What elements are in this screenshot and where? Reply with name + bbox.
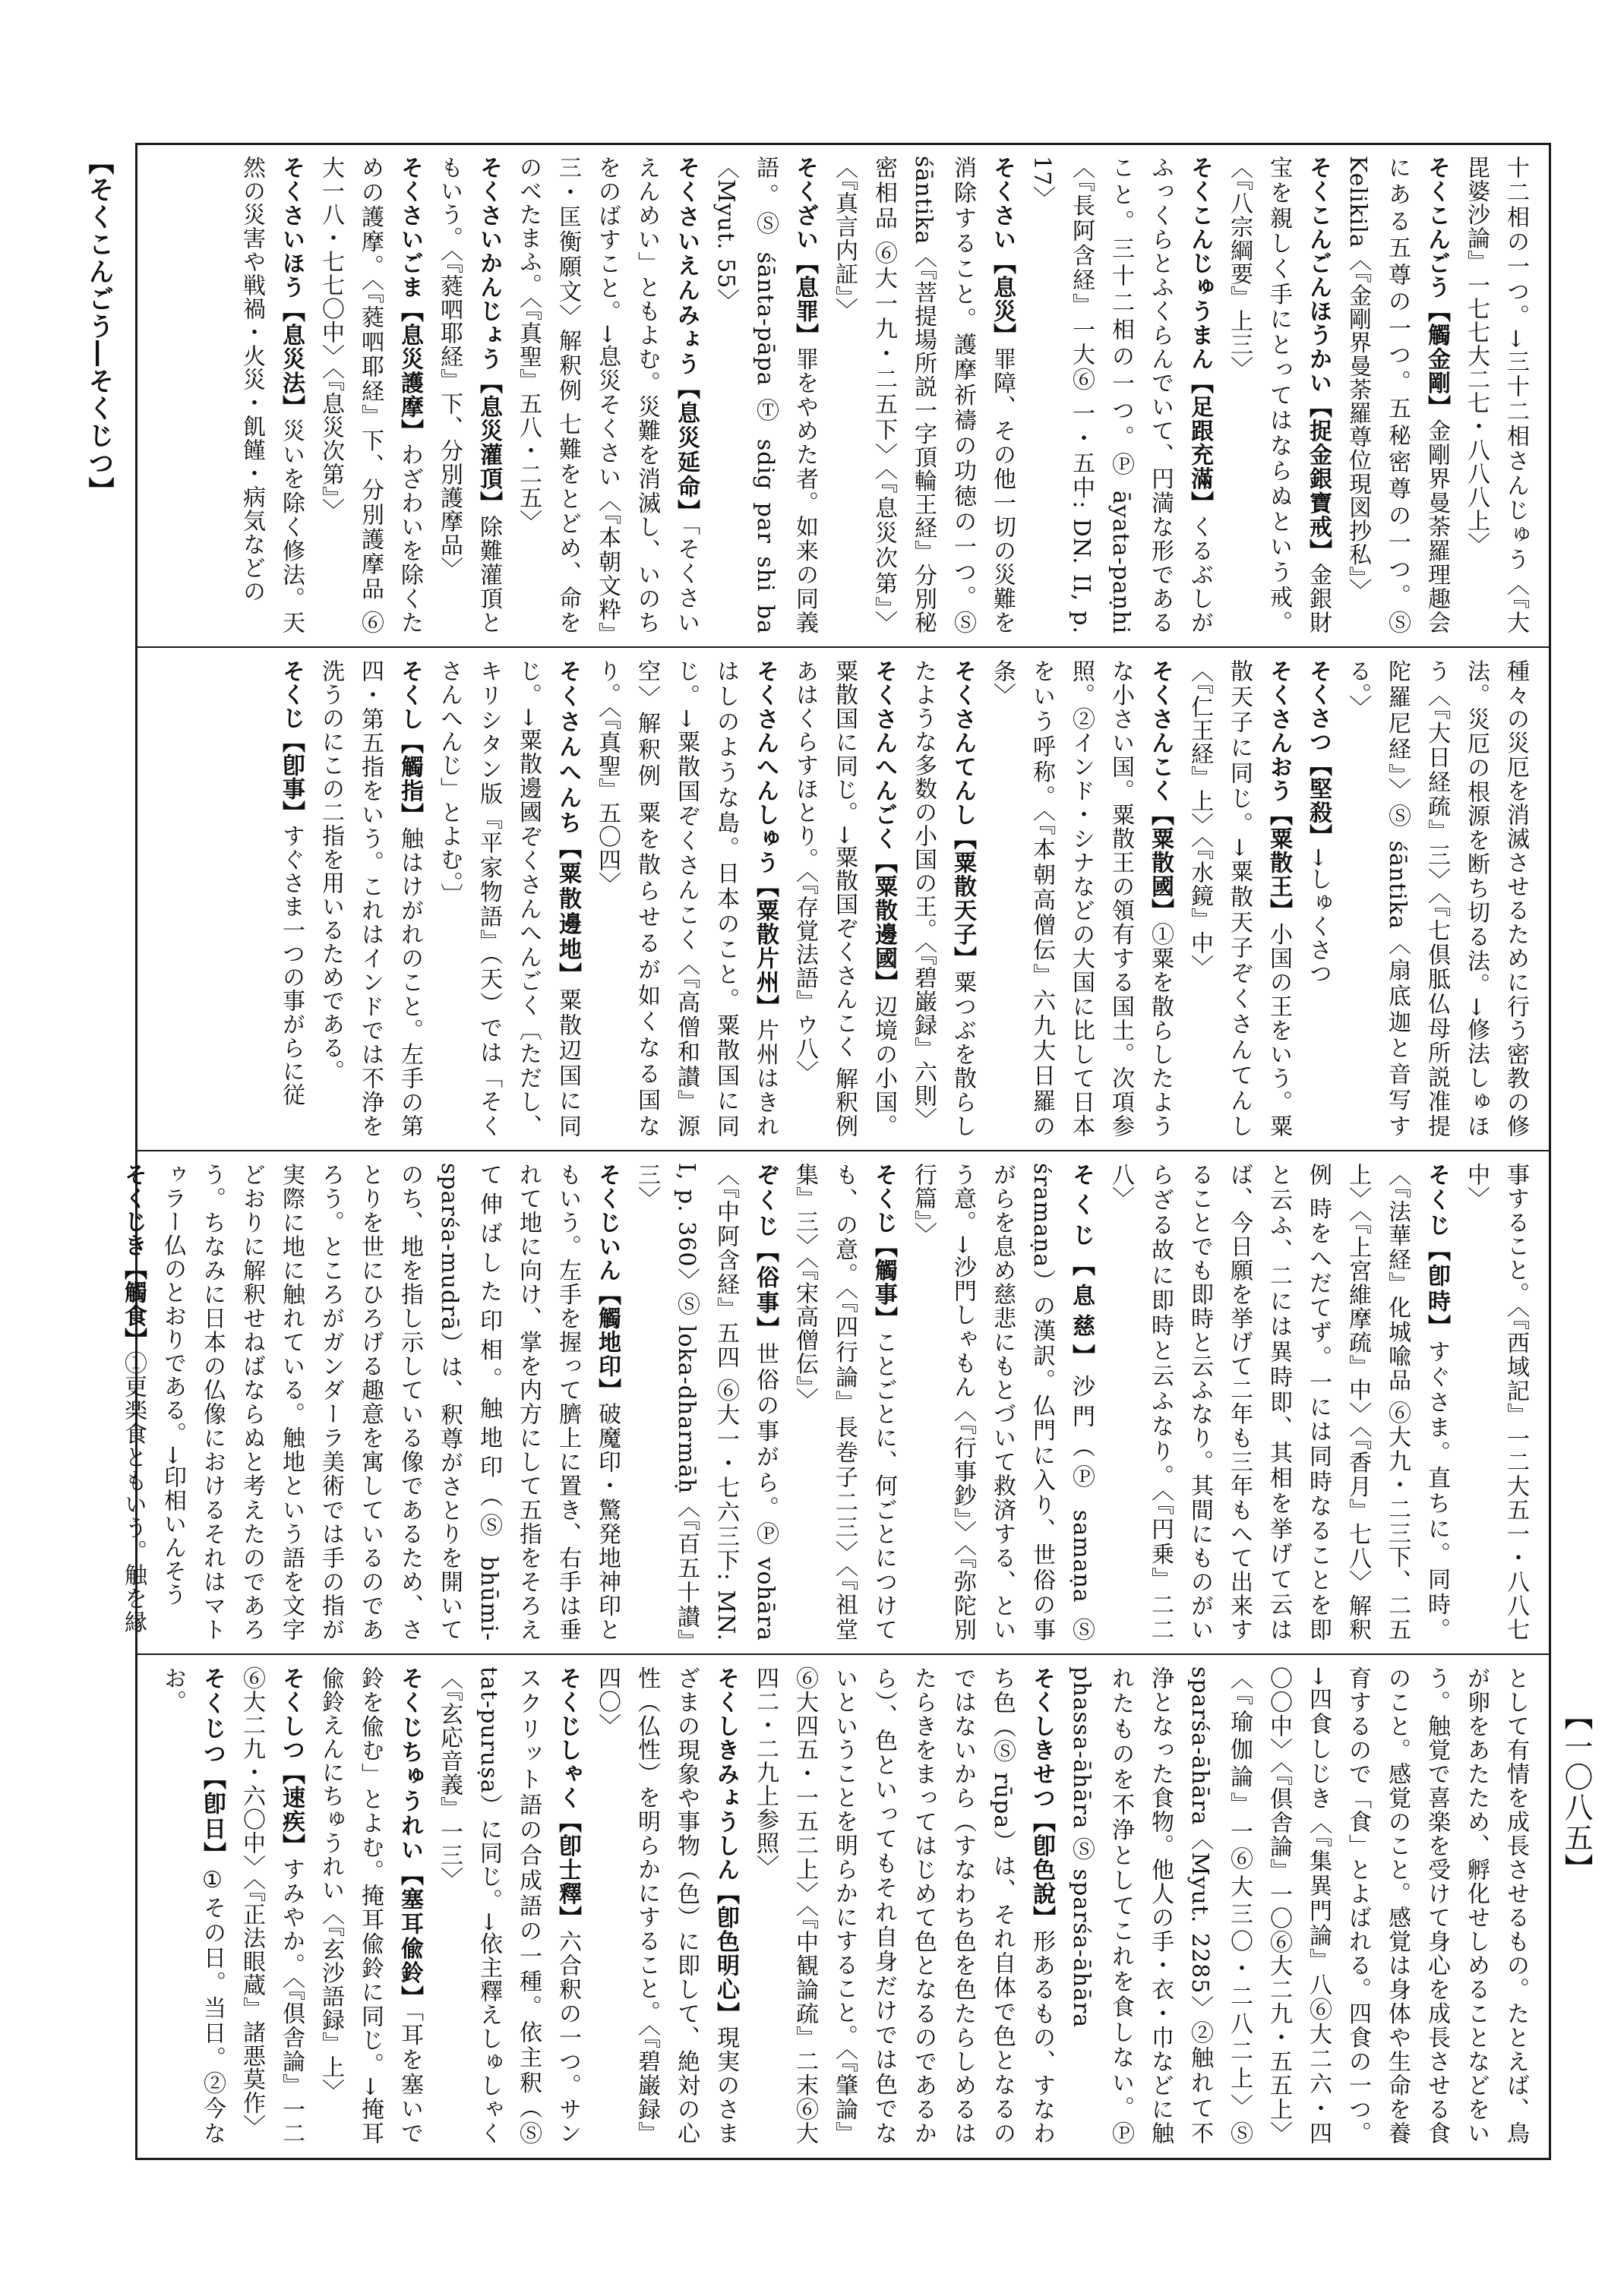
dictionary-entry (311, 1666, 429, 2145)
column-text (153, 659, 1535, 1138)
entry-headword: そくさんこく【粟散國】 (1147, 659, 1174, 923)
entry-headword: そくこんごんほうかい【捉金銀寶戒】 (1305, 156, 1332, 563)
entry-headword: そくさいほう【息災法】 (278, 156, 305, 419)
dictionary-entry (1101, 1163, 1456, 1641)
entry-headword: そくさつ【堅殺】 (1305, 659, 1332, 848)
entry-text: 金銀財宝を親しく手にとってはならぬという戒。〈『八宗綱要』上三〉 (1226, 156, 1332, 635)
dictionary-entry (508, 156, 706, 634)
entry-text: ことごとに、何ごとにつけても、の意。〈『四行論』長巻子二三〉〈『祖堂集』三〉〈『宋高僧伝』〉 (791, 1163, 897, 1642)
dictionary-entry (429, 156, 508, 634)
entry-headword: そくじつ【卽日】 (199, 1666, 226, 1867)
dictionary-entry (706, 156, 824, 634)
entry-text: 沙門（Ⓟ samaṇa Ⓢ śramaṇa）の漢訳。仏門に入り、世俗の事がらを息め慈悲にもとづいて救済する、という意。→沙門しゃもん〈『行事鈔』〉〈『弥陀別行篇』〉 (910, 1163, 1095, 1641)
entry-text: として有情を成長させるもの。たとえば、鳥が卵をあたため、孵化せしめることなどをいう。触覚で喜楽を受けて身心を成長させる食のこと。感覚のこと。感覚は身体や生命を養育するので「食」とよばれる。四食の一つ。→四食しじき〈『集異門論』八⑥大二六・四〇〇中〉〈『倶舎論』一〇⑥大二九・五五上〉〈『瑜伽論』一⑥大三〇・二八二上〉Ⓢ sparśa-āhāra〈Myut. 2285〉②触れて不浄となった食物。他人の手・衣・巾などに触れたものを不浄としてこれを食しない。Ⓟ phassa-āhāra Ⓢ sparśa-āhāra (1068, 1666, 1529, 2145)
entry-headword: そくさんおう【粟散王】 (1265, 659, 1292, 923)
dictionary-entry (587, 1666, 745, 2145)
entry-text: 触はけがれのこと。左手の第四・第五指をいう。これはインドでは不浄を洗うのにこの二指を用いるためである。 (318, 659, 423, 1139)
entry-headword: そくじ【卽時】 (1423, 1163, 1450, 1340)
entry-text: 災いを除く修法。天然の災害や戦禍・火災・飢饉・病気などの (239, 156, 305, 635)
entry-headword: そくさんへんごく【粟散邊國】 (870, 659, 897, 995)
entry-headword: そくじちゅうれい【塞耳偸鈴】 (397, 1666, 423, 2010)
dictionary-entry (271, 659, 311, 1138)
dictionary-entry (153, 1666, 232, 2145)
entry-text: 形あるもの、すなわち色（Ⓢ rūpa）は、それ自体で色となるのではないから（すなわち色を色たらしめるはたらきをまってはじめて色となるのであるから）、色といってもそれ自身だけでは色でないということを明らかにすること。〈『肇論』⑥大四五・一五二上〉〈『中観論疏』二末⑥大四二・二九上参照〉 (752, 1666, 1055, 2146)
dictionary-entry (1219, 156, 1338, 634)
entry-text: わざわいを除くための護摩。〈『蕤呬耶経』下、分別護摩品 ⑥大一八・七七〇中〉〈『息災次第』〉 (318, 156, 423, 635)
entry-headword: そくじ【卽事】 (278, 659, 305, 824)
dictionary-entry (785, 659, 903, 1138)
entry-text: 金剛界曼荼羅理趣会にある五尊の一つ。五秘密尊の一つ。Ⓢ Kelikila〈『金剛界曼荼羅尊位現図抄私』〉 (1344, 156, 1450, 635)
entry-text: 片州はきれはしのような島。日本のこと。粟散国に同じ。→粟散国ぞくさんこく〈『高僧和讃』源空〉解釈例 粟を散らせるが如くなる国なり。〈『真聖』五〇四〉 (594, 659, 779, 1139)
entry-headword: そくさいごま【息災護摩】 (397, 156, 423, 444)
entry-headword: そくじいん【觸地印】 (594, 1163, 621, 1403)
dictionary-entry (1338, 156, 1456, 634)
entry-text: →しゅくさつ (1305, 848, 1332, 986)
band-divider (137, 1150, 1549, 1151)
dictionary-entry (824, 156, 1022, 634)
entry-text: 除難灌頂ともいう。〈『蕤呬耶経』下、分別護摩品〉 (436, 156, 502, 635)
dictionary-entry (311, 659, 429, 1138)
entry-text: すぐさま。直ちに。同時。〈『法華経』化城喩品 ⑥大九・二三下、二五上〉〈『上宮維摩疏』中〉〈『香月』七八〉解釈例 時をへだてず。一には同時なることを即と云ふ、二には異時即、其相を挙げて云はば、今日願を挙げて二年も三年もへて出来することでも即時と云ふなり。其間にものがいらざる故に即時と云ふなり。〈『円乗』二二八〉 (1107, 1163, 1450, 1642)
entry-headword: そくじ【觸事】 (870, 1163, 897, 1331)
dictionary-entry (429, 659, 587, 1138)
band-1 (137, 145, 1549, 645)
dictionary-entry (429, 1666, 587, 2145)
dictionary-entry (113, 1163, 153, 1641)
entry-headword: そくじ【息慈】 (1068, 1163, 1095, 1375)
dictionary-entry (1180, 659, 1298, 1138)
column-text (120, 1163, 1535, 1642)
column-text (153, 1666, 1535, 2145)
entry-text: 種々の災厄を消滅させるために行う密教の修法。災厄の根源を断ち切る法。→修法しゅほう〈『大日経疏』三〉〈『七倶胝仏母所説准提陀羅尼経』〉Ⓢ śāntika〈扇底迦と音写する。〉 (1344, 659, 1529, 1138)
entry-text: 現実のさまざまの現象や事物（色）に即して、絶対の心性（仏性）を明らかにすること。〈『碧巌録』四〇〉 (594, 1666, 739, 2146)
entry-text: 破魔印・驚発地神印ともいう。左手を握って臍上に置き、右手は垂れて地に向け、掌を内方にして五指をそろえて伸ばした印相。触地印（Ⓢ bhūmi-sparśa-mudrā）は、釈尊がさとりを開いてのち、地を指し示している像であるため、さとりを世にひろげる趣意を寓しているのであろう。ところがガンダーラ美術では手の指が実際に地に触れている。触地という語を文字どおりに解釈せねばならぬと考えたのであろう。ちなみに日本の仏像におけるそれはマトゥラー仏のとおりである。→印相いんそう (160, 1163, 621, 1642)
dictionary-entry (745, 1666, 1061, 2145)
dictionary-entry (982, 659, 1180, 1138)
dictionary-entry (232, 156, 311, 634)
dictionary-entry (1061, 1666, 1535, 2145)
entry-text: 粟つぶを散らしたような多数の小国の王。〈『碧巌録』六則〉 (910, 659, 976, 1139)
dictionary-entry (1338, 659, 1535, 1138)
entry-headword: そくじき【觸食】 (120, 1163, 147, 1351)
entry-text: 「耳を塞いで鈴を偸む」とよむ。掩耳偸鈴に同じ。→掩耳偸鈴えんにちゅうれい〈『玄沙語録』上〉 (318, 1666, 423, 2146)
entry-headword: ぞくじ【俗事】 (752, 1163, 779, 1343)
entry-headword: そくしきみょうしん【卽色明心】 (712, 1666, 739, 2026)
column-text (153, 156, 1535, 634)
entry-text: すみやか。〈『倶舎論』一二⑥大二九・六〇中〉〈『正法眼蔵』諸悪莫作〉 (239, 1666, 305, 2146)
entry-text: 小国の王をいう。粟散天子に同じ。→粟散天子ぞくさんてんし〈『仁王経』上〉〈『水鏡』中〉 (1186, 659, 1292, 1139)
entry-text: 事すること。〈『西域記』一二大五一・八八七中〉 (1463, 1163, 1529, 1641)
entry-text: 「そくさいえんめい」ともよむ。災難を消滅し、いのちをのばすこと。→息災そくさい〈『本朝文粋』三・匡衡願文〉解釈例 七難をとどめ、命をのべたまふ。〈『真聖』五八・二五〉 (515, 156, 700, 635)
entry-text: 六合釈の一つ。サンスクリット語の合成語の一種。依主釈（Ⓢ tat-puruṣa）に同じ。→依主釋えしゅしゃく〈『玄応音義』一三〉 (436, 1666, 581, 2146)
dictionary-entry (1022, 156, 1219, 634)
entry-text: ①更楽食ともいう。触を縁 (120, 1351, 147, 1634)
page-number: 【一〇八五】 (1559, 1701, 1593, 1884)
dictionary-entry (1456, 156, 1535, 634)
dictionary-entry (785, 1163, 903, 1641)
entry-text: 罪をやめた者。如来の同義語。Ⓢ śānta-pāpa Ⓣ sdig par shi ba〈Myut. 55〉 (712, 156, 818, 635)
entry-headword: そくさい【息災】 (989, 156, 1016, 348)
dictionary-entry (232, 1666, 311, 2145)
entry-text: 粟散辺国に同じ。→粟散邊國ぞくさんへんごく〔ただし、キリシタン版『平家物語』（天）では「そくさんへんじ」とよむ。〕 (436, 659, 581, 1139)
dictionary-entry (587, 659, 785, 1138)
entry-headword: そくじしゃく【卽士釋】 (554, 1666, 581, 1930)
entry-headword: そくさいかんじょう【息災灌頂】 (476, 156, 502, 515)
entry-text: 辺境の小国。粟散国に同じ。→粟散国ぞくさんこく 解釈例 あはくらすほとり。〈『存覚法語』ウ八〉 (791, 659, 897, 1139)
dictionary-entry (627, 1163, 785, 1641)
entry-text: ①その日。当日。②今なお。 (160, 1666, 226, 2145)
entry-headword: そくしつ【速疾】 (278, 1666, 305, 1858)
dictionary-entry (311, 156, 429, 634)
dictionary-entry (903, 1163, 1101, 1641)
entry-text: 罪障、その他一切の災難を消除すること。護摩祈禱の功徳の一つ。Ⓢ śāntika〈『菩提場所説一字頂輪王経』分別秘密相品 ⑥大一九・二五下〉〈『息災次第』〉〈『真言内証』〉 (831, 156, 1016, 635)
band-2 (137, 649, 1549, 1148)
band-divider (137, 1653, 1549, 1655)
entry-headword: そくざい【息罪】 (791, 156, 818, 348)
dictionary-entry (903, 659, 982, 1138)
entry-headword: そくさんへんち【粟散邊地】 (554, 659, 581, 988)
band-divider (137, 646, 1549, 648)
entry-headword: そくこんじゅうまん【足跟充滿】 (1186, 156, 1213, 515)
entry-headword: そくさいえんみょう【息災延命】 (673, 156, 700, 524)
page-frame (120, 143, 1551, 2160)
entry-headword: そくこんごう【觸金剛】 (1423, 156, 1450, 419)
dictionary-entry (153, 1163, 627, 1641)
dictionary-entry (1298, 659, 1338, 1138)
band-3 (120, 1152, 1549, 1652)
entry-text: 世俗の事がら。Ⓟ vohāra〈『中阿含経』五四 ⑥大一・七六三下: MN. I, p. 360〉Ⓢ loka-dharmāḥ〈『百五十讃』三〉 (633, 1163, 779, 1642)
entry-headword: そくしきせつ【卽色說】 (1028, 1666, 1055, 1930)
running-header: 【そくこんごう―そくじつ】 (84, 149, 114, 504)
dictionary-entry (1456, 1163, 1535, 1641)
entry-headword: そくさんてんし【粟散天子】 (949, 659, 976, 971)
band-4 (137, 1656, 1549, 2156)
entry-text: すぐさま一つの事がらに従 (278, 824, 305, 1107)
entry-text: ①粟を散らしたような小さい国。粟散王の領有する国土。次項参照。②インド・シナなどの大国に比して日本をいう呼称。〈『本朝高僧伝』六九大日羅の条〉 (989, 659, 1174, 1139)
entry-headword: そくさんへんしゅう【粟散片州】 (752, 659, 779, 1019)
entry-headword: そくし【觸指】 (397, 659, 423, 827)
entry-text: くるぶしがふっくらとふくらんでいて、円満な形であること。三十二相の一つ。Ⓟ āyata-paṇhi〈『長阿含経』一大⑥ 一・五中: DN. II, p. 17〉 (1028, 156, 1213, 635)
entry-text: 十二相の一つ。→三十二相さんじゅう〈『大毘婆沙論』一七七大二七・八八八上〉 (1463, 156, 1529, 634)
